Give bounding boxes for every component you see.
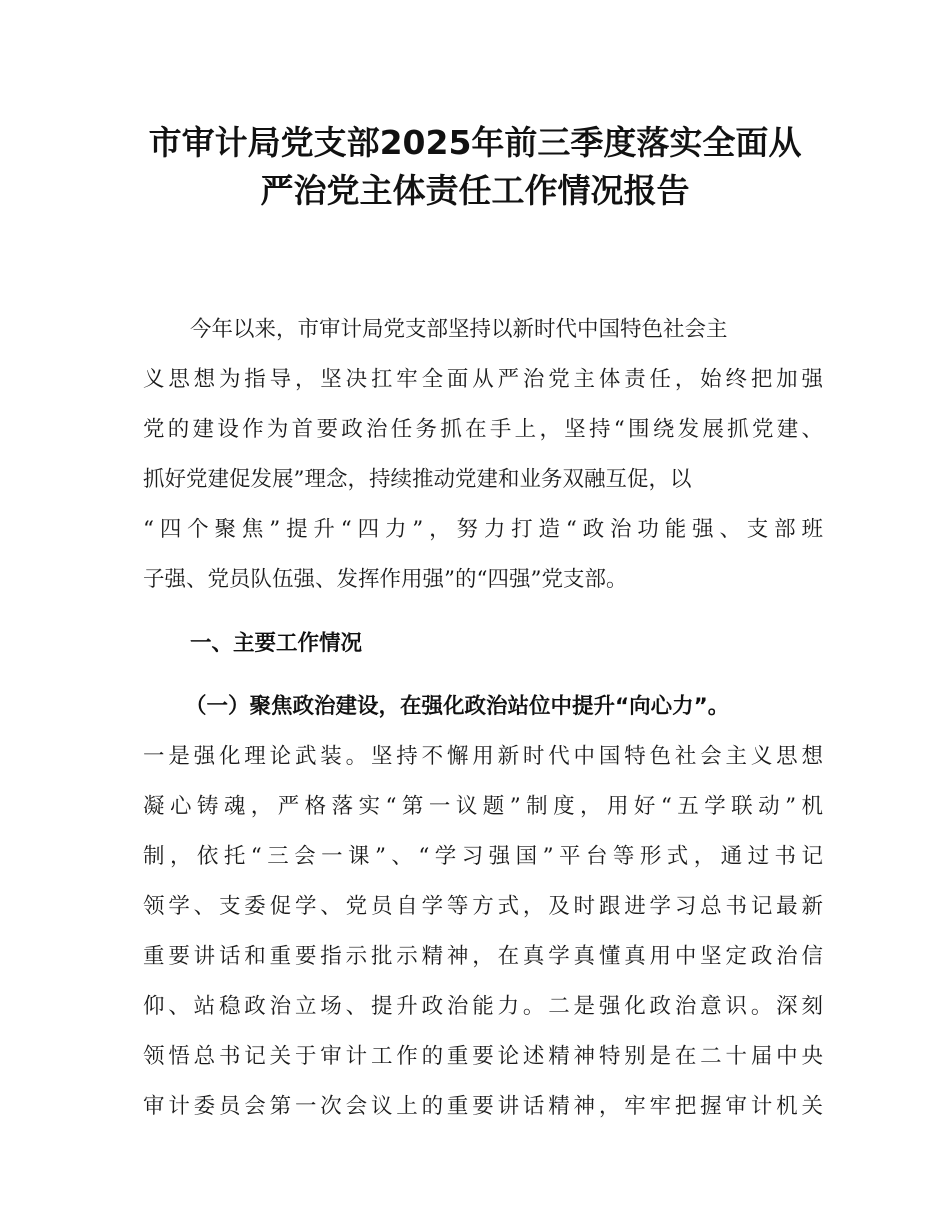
intro-line-5: “四个聚焦”提升“四力”，努力打造“政治功能强、支部班 [143, 517, 823, 542]
intro-line-4: 抓好党建促发展”理念，持续推动党建和业务双融互促，以 [143, 467, 692, 492]
body-line-2: 凝心铸魂，严格落实“第一议题”制度，用好“五学联动”机 [143, 794, 823, 819]
body-line-6: 仰、站稳政治立场、提升政治能力。二是强化政治意识。深刻 [143, 994, 823, 1019]
document-title-line-2: 严治党主体责任工作情况报告 [260, 171, 690, 210]
intro-line-3: 党的建设作为首要政治任务抓在手上，坚持“围绕发展抓党建、 [143, 417, 823, 442]
body-line-7: 领悟总书记关于审计工作的重要论述精神特别是在二十届中央 [143, 1044, 823, 1069]
body-line-8: 审计委员会第一次会议上的重要讲话精神，牢牢把握审计机关 [143, 1094, 823, 1119]
intro-line-6: 子强、党员队伍强、发挥作用强”的“四强”党支部。 [143, 567, 628, 592]
body-line-3: 制，依托“三会一课”、“学习强国”平台等形式，通过书记 [143, 844, 823, 869]
body-line-5: 重要讲话和重要指示批示精神，在真学真懂真用中坚定政治信 [143, 944, 823, 969]
body-line-1: 一是强化理论武装。坚持不懈用新时代中国特色社会主义思想 [143, 744, 823, 769]
subsection-heading: （一）聚焦政治建设，在强化政治站位中提升“向心力”。 [185, 694, 730, 719]
section-heading: 一、主要工作情况 [190, 631, 363, 656]
intro-line-1: 今年以来，市审计局党支部坚持以新时代中国特色社会主 [190, 317, 728, 342]
intro-line-2: 义思想为指导，坚决扛牢全面从严治党主体责任，始终把加强 [143, 367, 823, 392]
document-title-line-1: 市审计局党支部2025年前三季度落实全面从 [148, 123, 802, 162]
body-line-4: 领学、支委促学、党员自学等方式，及时跟进学习总书记最新 [143, 894, 823, 919]
